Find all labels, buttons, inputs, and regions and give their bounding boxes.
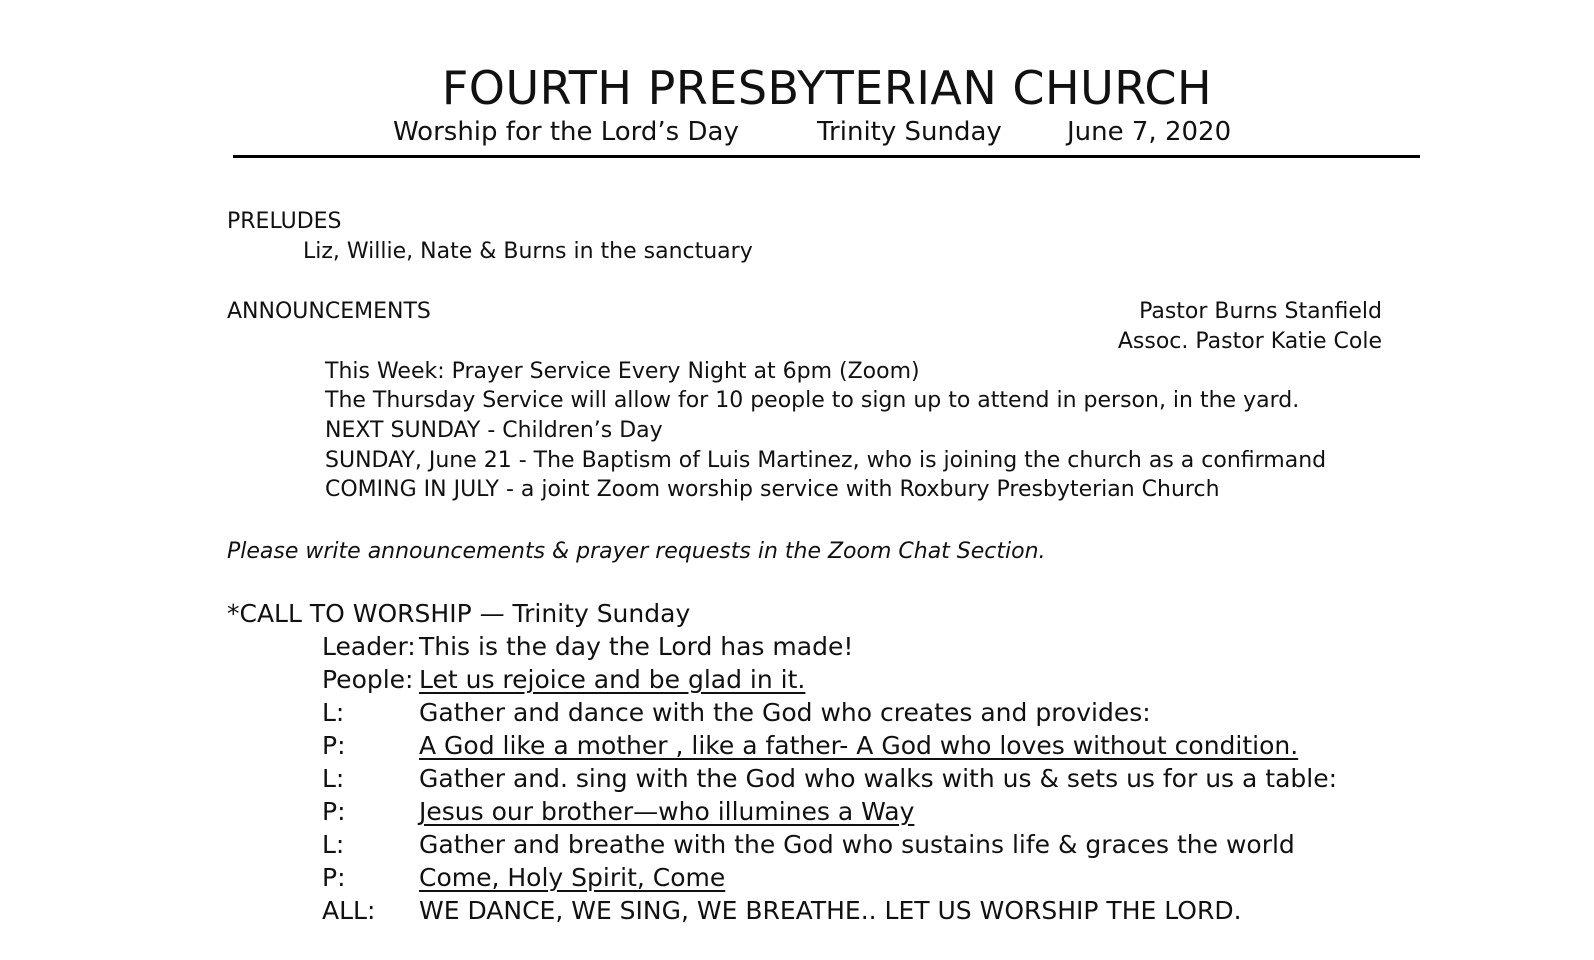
litany-speaker: People: — [322, 665, 414, 694]
litany-speaker: Leader: — [322, 632, 416, 661]
preludes-detail: Liz, Willie, Nate & Burns in the sanctuary — [303, 239, 753, 264]
litany-response: Come, Holy Spirit, Come — [419, 863, 726, 892]
litany-speaker: L: — [322, 830, 345, 859]
litany-text: Gather and breathe with the God who sustains life & graces the world — [419, 830, 1295, 859]
worship-label: Worship for the Lord’s Day — [393, 117, 739, 147]
litany-speaker: L: — [322, 764, 345, 793]
service-date: June 7, 2020 — [1067, 117, 1232, 147]
occasion-label: Trinity Sunday — [817, 117, 1002, 147]
litany-speaker: P: — [322, 797, 346, 826]
litany-response: A God like a mother , like a father- A God who loves without condition. — [419, 731, 1299, 760]
announcement-item: The Thursday Service will allow for 10 people to sign up to attend in person, in the yard. — [325, 388, 1300, 413]
document-title: FOURTH PRESBYTERIAN CHURCH — [441, 61, 1213, 115]
announcement-item: COMING IN JULY - a joint Zoom worship service with Roxbury Presbyterian Church — [325, 477, 1220, 502]
litany-speaker: P: — [322, 863, 346, 892]
announcement-item: SUNDAY, June 21 - The Baptism of Luis Martinez, who is joining the church as a confirmand — [325, 448, 1327, 473]
assoc-pastor-name: Assoc. Pastor Katie Cole — [1117, 329, 1382, 354]
announcements-heading: ANNOUNCEMENTS — [227, 299, 431, 324]
litany-speaker: L: — [322, 698, 345, 727]
litany-speaker: ALL: — [322, 896, 376, 925]
call-to-worship-heading: *CALL TO WORSHIP — Trinity Sunday — [227, 599, 691, 628]
pastor-name: Pastor Burns Stanfield — [1139, 299, 1382, 324]
litany-response: Jesus our brother—who illumines a Way — [419, 797, 915, 826]
announcement-item: This Week: Prayer Service Every Night at 6pm (Zoom) — [325, 359, 920, 384]
litany-text: Gather and. sing with the God who walks with us & sets us for us a table: — [419, 764, 1338, 793]
litany-text: This is the day the Lord has made! — [419, 632, 854, 661]
litany-speaker: P: — [322, 731, 346, 760]
preludes-heading: PRELUDES — [227, 209, 342, 234]
litany-unison: WE DANCE, WE SING, WE BREATHE.. LET US WORSHIP THE LORD. — [419, 896, 1242, 925]
announcements-note: Please write announcements & prayer requests in the Zoom Chat Section. — [227, 539, 1046, 564]
header-divider — [233, 155, 1420, 158]
litany-text: Gather and dance with the God who creates and provides: — [419, 698, 1151, 727]
litany-response: Let us rejoice and be glad in it. — [419, 665, 806, 694]
announcement-item: NEXT SUNDAY - Children’s Day — [325, 418, 663, 443]
